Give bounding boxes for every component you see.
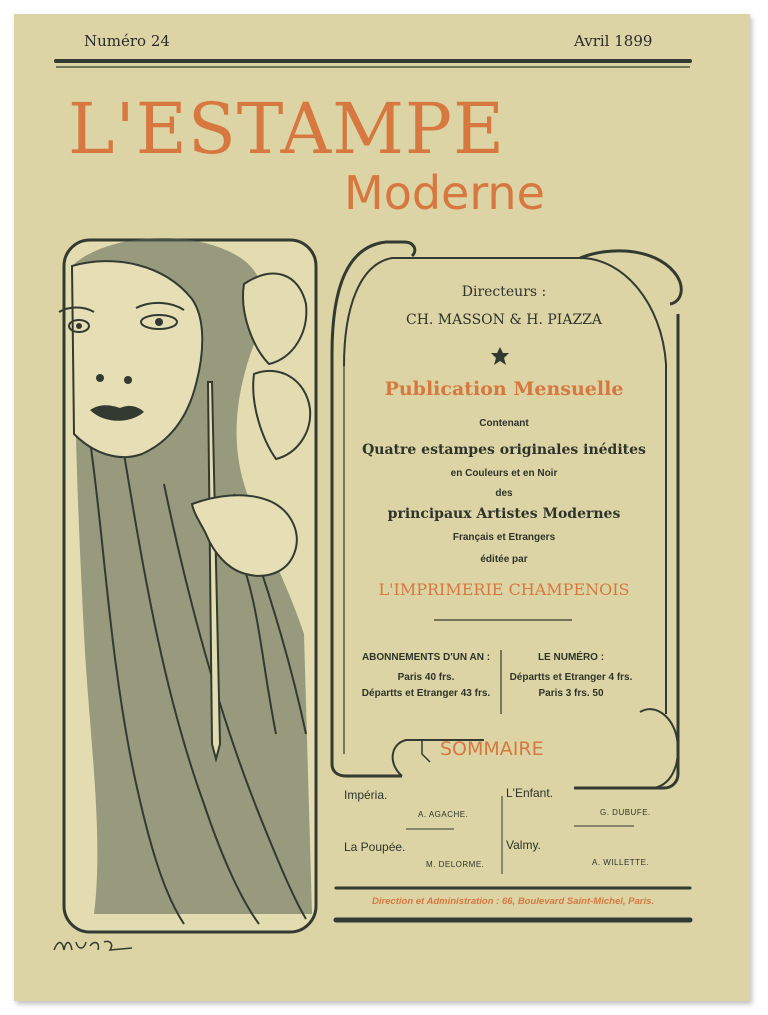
colors-line: en Couleurs et en Noir [450,468,558,479]
toc-title-1: Impéria. [344,788,388,802]
publication-type: Publication Mensuelle [384,378,624,400]
magazine-title-line1: L'ESTAMPE [68,88,506,170]
edited-by-line: éditée par [480,554,528,565]
sommaire-heading: SOMMAIRE [440,738,544,760]
toc-title-3: La Poupée. [344,840,406,854]
toc-author-3: M. DELORME. [426,860,485,869]
contents-label: Contenant [479,418,529,429]
prints-line: Quatre estampes originales inédites [362,442,646,458]
toc-title-4: Valmy. [506,838,541,852]
issue-price-label: LE NUMÉRO : [537,652,605,663]
printer-name: L'IMPRIMERIE CHAMPENOIS [378,580,630,599]
star-icon [491,347,509,365]
directors-names: CH. MASSON & H. PIAZZA [405,312,603,328]
subscription-departments: Départts et Etranger 43 frs. [361,688,491,699]
directors-label: Directeurs : [461,284,547,300]
administration-address: Direction et Administration : 66, Boulevard Saint-Michel, Paris. [371,896,655,907]
issue-date: Avril 1899 [574,32,653,50]
magazine-title-line2: Moderne [344,166,545,220]
issue-price-paris: Paris 3 frs. 50 [538,688,604,699]
woman-illustration [59,238,316,932]
subscription-label: ABONNEMENTS D'UN AN : [361,652,491,663]
toc-author-2: G. DUBUFE. [600,808,651,817]
toc-author-1: A. AGACHE. [418,810,469,819]
toc-author-4: A. WILLETTE. [592,858,650,867]
magazine-cover [14,14,750,1001]
des-line: des [495,488,513,499]
toc-title-2: L'Enfant. [506,786,553,800]
issue-number: Numéro 24 [84,32,170,50]
artists-line: principaux Artistes Modernes [387,506,621,522]
issue-price-departments: Départts et Etranger 4 frs. [509,672,633,683]
origin-line: Français et Etrangers [452,532,556,543]
subscription-paris: Paris 40 frs. [397,672,455,683]
